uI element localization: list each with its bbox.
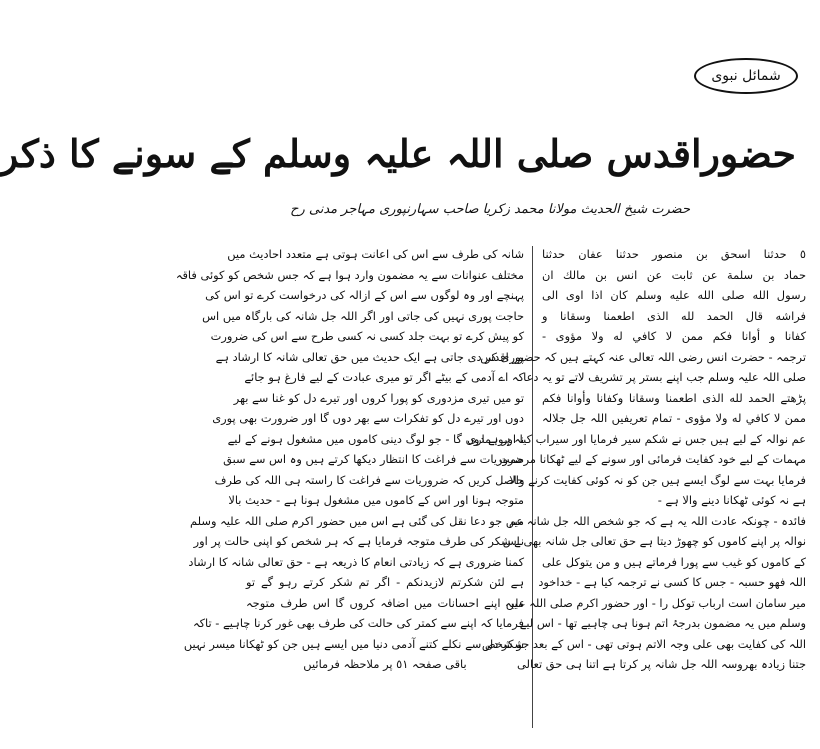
text-line: دوں اور تیرے دل کو تفکرات سے بھر دوں گا اور ضرورت بھی پوری [212,411,524,425]
text-line: میں اپنے احسانات میں اضافہ کروں گا اس طرف متوجہ [246,595,524,610]
text-line: صلی اللہ علیہ وسلم جب اپنے بستر پر تشریف لاتے تو یہ دعا [523,370,806,384]
text-line: ممن لا كافي له ولا مؤوى - تمام تعریفیں اللہ جل جلالہ [542,411,806,425]
text-line: نوالہ پر اپنے کاموں کو چھوڑ دیتا ہے حق تعالی جل شانہ بھی اس [502,534,806,548]
text-line: میں جو دعا نقل کی گئی ہے اس میں حضور اکرم صلی اللہ علیہ وسلم [190,513,524,528]
text-line: تو میں تیری مزدوری کو پورا کروں اور تیرے دل کو غنا سے بھر [233,390,524,405]
left-column [175,244,524,675]
text-line: فرمایا کہ اپنے سے کمتر کی حالت کی طرف بھی غور کرنا چاہیے - تاکہ [192,616,524,630]
text-line: رسول الله صلى الله عليه وسلم كان اذا اوى الى [542,288,806,302]
text-line: وسلم میں یہ مضمون بدرجۂ اتم ہونا ہی چاہیے تھا - اس لیے [519,616,806,630]
text-line: مختلف عنوانات سے یہ مضمون وارد ہوا ہے کہ جس شخص کو کوئی فاقہ [175,267,524,282]
text-line: كفانا و أوانا فكم ممن لا كافي له ولا مؤوى - [542,329,806,343]
text-line: میر سامان است ارباب توکل را - اور حضور اکرم صلی اللہ علیہ [504,595,806,610]
text-line: پہنچے اور وہ لوگوں سے اس کے ازالہ کی درخواست کرے تو اس کی [205,288,524,302]
text-line: جتنا زیادہ بھروسہ اللہ جل شانہ پر کرتا ہے اتنا ہی حق تعالی [517,657,806,671]
section-badge-label: شمائل نبوی [711,68,781,84]
text-line: کمنا ضروری ہے کہ زیادتی انعام کا ذریعہ ہے - حق تعالی شانہ کا ارشاد [188,554,524,569]
text-line: حاصل کریں کہ ضروریات سے فراغت کا راستہ ہی اللہ کی طرف [214,472,524,487]
text-line: فرمایا بہت سے لوگ ایسے ہیں جن کو نہ کوئی کفایت کرنے والا [509,472,806,487]
text-line: اللہ کی کفایت بھی علی وجہ الاتم ہوتی تھی - اس کے بعد جو شخص [481,636,806,651]
continuation-note: باقی صفحہ ٥١ پر ملاحظہ فرمائیں [303,657,467,671]
article-title: حضوراقدس صلی اللہ علیہ وسلم کے سونے کا ذکر [0,131,796,176]
text-line: فائدہ - چونکہ عادت اللہ یہ ہے کہ جو شخص اللہ جل شانہ عم [508,513,806,528]
text-line: ضروریات سے فراغت کا انتظار دیکھا کرتے ہیں وہ اس سے سبق [223,452,524,466]
text-line: پڑھتے الحمد لله الذى اطعمنا وسقانا وكفانا وأوانا فكم [542,390,806,405]
text-line: پوری کر دی جاتی ہے ایک حدیث میں حق تعالی شانہ کا ارشاد ہے [215,349,524,364]
text-line: ٥ حدثنا اسحق بن منصور حدثنا عفان حدثنا [542,247,806,261]
text-line: کو پیش کرے تو بہت جلد کسی نہ کسی طرح سے اس کی ضرورت [210,329,524,343]
text-line: متوجہ ہونا اور اس کے کاموں میں مشغول ہونا ہے - حدیث بالا [228,493,524,507]
text-line: حاجت پوری نہیں کی جاتی اور اگر اللہ جل شانہ کی بارگاہ میں اس [202,308,524,323]
text-line: عم نوالہ کے لیے ہیں جس نے شکم سیر فرمایا اور سیراب کیا اور ہماری [467,431,806,446]
text-line: شانہ کی طرف سے اس کی اعانت ہوتی ہے متعدد احادیث میں [227,247,524,261]
text-line: کہ اے آدمی کے بیٹے اگر تو میری عبادت کے لیے فارغ ہو جائے [244,370,524,384]
text-line: ہے لئن شکرتم لازیدنکم - اگر تم شکر کرتے رہو گے تو [246,575,524,589]
text-line: ترجمہ - حضرت انس رضی اللہ تعالی عنہ کہتے ہیں کہ حضور اقدس [480,349,806,364]
article-byline: حضرت شیخ الحدیث مولانا محمد زکریا صاحب سہارنپوری مہاجر مدنی رح [290,202,690,217]
right-column [467,244,806,675]
text-line: اللہ فھو حسبہ - جس کا کسی نے ترجمہ کیا ہے - خداخود [538,575,806,589]
text-line: حماد بن سلمة عن ثابت عن انس بن مالك ان [542,267,806,282]
text-line: شکر دل سے نکلے کتنے آدمی دنیا میں ایسے ہیں جن کو ٹھکانا میسر نہیں [183,636,524,651]
text-line: نہ ہونے دوں گا - جو لوگ دینی کاموں میں مشغول ہونے کے لیے [227,431,524,446]
section-badge [694,58,798,94]
text-line: مہمات کے لیے خود کفایت فرمائی اور سونے کے لیے ٹھکانا مرحمت [498,452,806,466]
text-line: فراشه قال الحمد لله الذى اطعمنا وسقانا و [542,308,806,323]
text-line: کے کاموں کو غیب سے پورا فرماتے ہیں و من یتوکل علی [542,554,806,569]
text-line: ہے نہ کوئی ٹھکانا دینے والا ہے - [657,493,806,507]
text-line: نے شکر کی طرف متوجہ فرمایا ہے کہ ہر شخص کو اپنی حالت پر اور [193,534,524,548]
